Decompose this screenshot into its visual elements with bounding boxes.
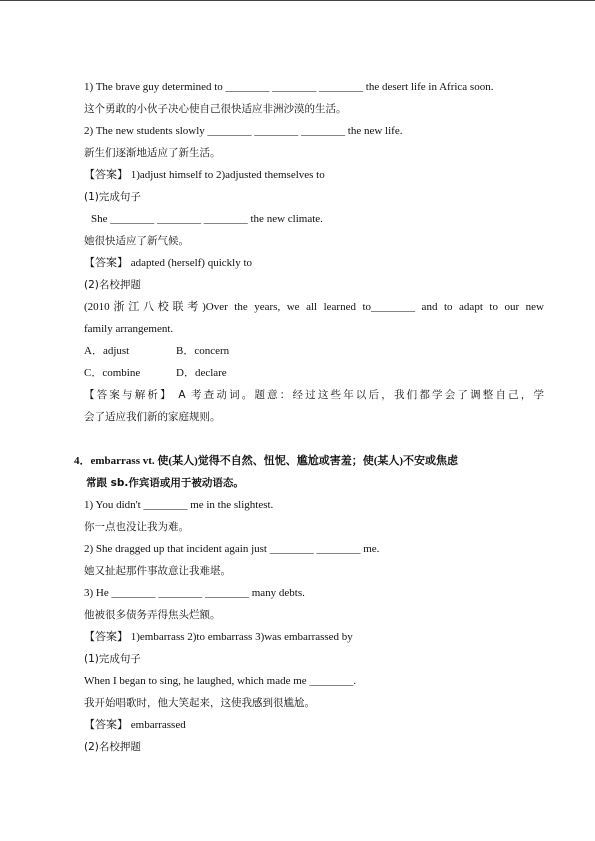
answer-explanation-cont: 会了适应我们新的家庭规则。: [84, 411, 221, 423]
option-a: A．adjust: [84, 345, 130, 357]
section-exam-question: (2)名校押题: [84, 279, 141, 291]
spacer: [84, 428, 544, 450]
section-complete-sentence: (1)完成句子: [84, 191, 141, 203]
exercise-sentence-6: 3) He ________ ________ ________ many debts.: [84, 587, 305, 599]
option-d: D．declare: [176, 367, 227, 379]
section-complete-sentence: (1)完成句子: [84, 653, 141, 665]
exercise-sentence-1: 1) The brave guy determined to ________ ________ ________ the desert life in Africa soon.: [84, 81, 494, 93]
options-row-2: [84, 362, 544, 384]
translation-7: 我开始唱歌时，他大笑起来，这使我感到很尴尬。: [84, 697, 315, 709]
document-body: [74, 76, 544, 758]
exercise-sentence-2: 2) The new students slowly ________ ________ ________ the new life.: [84, 125, 403, 137]
option-c: C．combine: [84, 367, 141, 379]
answer-line: 【答案】 1)adjust himself to 2)adjusted themselves to: [84, 169, 325, 181]
translation-3: 她很快适应了新气候。: [84, 235, 189, 247]
vocabulary-heading-cont: 常跟 sb.作宾语或用于被动语态。: [86, 477, 244, 489]
translation-6: 他被很多债务弄得焦头烂额。: [84, 609, 221, 621]
exam-question-text-cont: family arrangement.: [84, 323, 174, 335]
exercise-sentence-5: 2) She dragged up that incident again just ________ ________ me.: [84, 543, 380, 555]
exam-question-text: (2010浙江八校联考)Over the years, we all learned to________ and to adapt to our new: [84, 301, 544, 313]
translation-4: 你一点也没让我为难。: [84, 521, 189, 533]
option-b: B．concern: [176, 345, 230, 357]
translation-2: 新生们逐渐地适应了新生活。: [84, 147, 221, 159]
answer-explanation: 【答案与解析】 A 考查动词。题意：经过这些年以后，我们都学会了调整自己，学: [84, 389, 544, 401]
answer-line: 【答案】 adapted (herself) quickly to: [84, 257, 253, 269]
section-exam-question: (2)名校押题: [84, 741, 141, 753]
answer-line: 【答案】 embarrassed: [84, 719, 186, 731]
translation-5: 她又扯起那件事故意让我难堪。: [84, 565, 231, 577]
options-row-1: [84, 340, 544, 362]
exercise-sentence-7: When I began to sing, he laughed, which made me ________.: [84, 675, 357, 687]
exercise-sentence-3: She ________ ________ ________ the new climate.: [91, 213, 323, 225]
translation-1: 这个勇敢的小伙子决心使自己很快适应非洲沙漠的生活。: [84, 103, 347, 115]
exercise-sentence-4: 1) You didn't ________ me in the slightest.: [84, 499, 274, 511]
answer-line: 【答案】 1)embarrass 2)to embarrass 3)was embarrassed by: [84, 631, 353, 643]
vocabulary-heading: 4．embarrass vt. 使(某人)觉得不自然、忸怩、尴尬或害羞；使(某人)不安或焦虑: [74, 455, 459, 467]
page-top-border: [0, 0, 595, 1]
